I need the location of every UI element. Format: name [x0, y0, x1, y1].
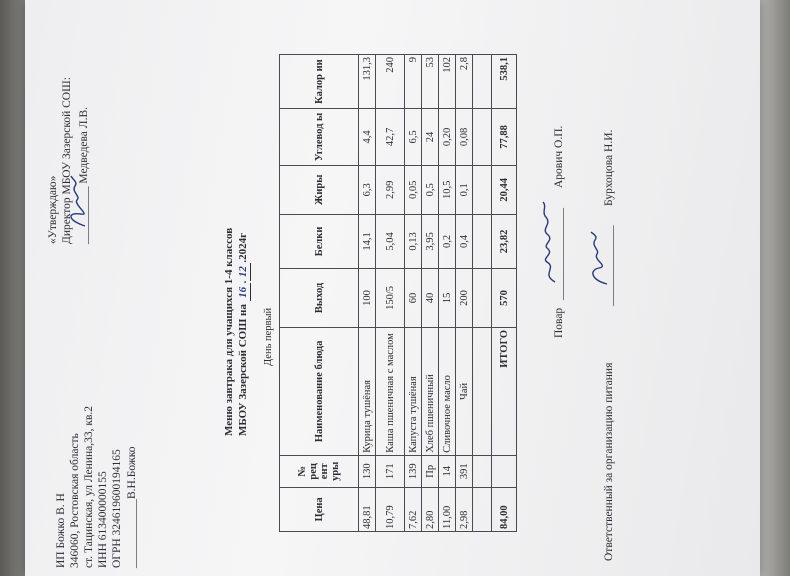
total-recipe: [492, 455, 517, 487]
table-row: [376, 55, 405, 532]
table-header-row: [280, 55, 359, 532]
responsible-signature-icon: [585, 230, 613, 290]
cell-carbs: 4,4: [359, 109, 376, 166]
table-total-row: [492, 55, 517, 532]
approval-position: Директор МБОУ Зазерской СОШ:: [61, 77, 73, 244]
header-calories: Калор ии: [280, 55, 359, 109]
date-year: 2024г: [237, 232, 249, 260]
table-row-empty: [473, 55, 492, 532]
responsible-name: Бурхоцова Н.И.: [603, 129, 615, 206]
cell-dish: Сливочное масло: [439, 327, 456, 455]
cell-fats: 2,99: [376, 165, 405, 214]
header-proteins: Белки: [280, 214, 359, 268]
cell-proteins: 0,13: [405, 214, 422, 268]
supplier-address-street: ст. Тацинская, ул Ленина,33, кв.2: [83, 406, 95, 568]
menu-title: Меню завтрака для учащихся 1-4 классов: [223, 227, 235, 436]
header-portion: Выход: [280, 268, 359, 327]
cell-portion: 150/5: [376, 268, 405, 327]
cell-portion: 200: [456, 268, 473, 327]
table-row: [456, 55, 473, 532]
cell-price: 11,00: [439, 487, 456, 531]
supplier-signature-line: ____________В.Н.Божко: [126, 446, 138, 568]
cell-carbs: 0,08: [456, 109, 473, 166]
table-row: [359, 55, 376, 532]
cell-fats: 0,05: [405, 165, 422, 214]
cell-calories: 9: [405, 55, 422, 109]
cell-recipe: 171: [376, 455, 405, 487]
cell-fats: 10,5: [439, 165, 456, 214]
cell-dish: Хлеб пшеничный: [422, 327, 439, 455]
cell-recipe: 130: [359, 455, 376, 487]
cell-proteins: 0,4: [456, 214, 473, 268]
total-label: ИТОГО: [492, 327, 517, 455]
cell-recipe: 139: [405, 455, 422, 487]
total-calories: 538,1: [492, 55, 517, 109]
cell-dish: Чай: [456, 327, 473, 455]
day-label: День первый: [263, 307, 274, 366]
menu-document: [25, 0, 760, 576]
supplier-name: ИП Божко В. Н: [55, 493, 67, 568]
total-proteins: 23,82: [492, 214, 517, 268]
cook-signature-line: ________________: [553, 208, 565, 300]
table-row: [405, 55, 422, 532]
cell-portion: 40: [422, 268, 439, 327]
header-dish-name: Наименование блюда: [280, 327, 359, 455]
cell-fats: 0,5: [422, 165, 439, 214]
cell-fats: 0,1: [456, 165, 473, 214]
cell-calories: 2,8: [456, 55, 473, 109]
responsible-label: Ответственный за организацию питания: [603, 362, 615, 561]
cell-carbs: 42,7: [376, 109, 405, 166]
cell-price: 2,80: [422, 487, 439, 531]
cell-calories: 240: [376, 55, 405, 109]
approval-heading: «Утверждаю»: [47, 175, 59, 244]
cell-price: 2,98: [456, 487, 473, 531]
school-label: МБОУ Зазерской СОШ на: [237, 301, 249, 436]
cell-calories: 131,3: [359, 55, 376, 109]
total-price: 84,00: [492, 487, 517, 531]
cell-proteins: 3,95: [422, 214, 439, 268]
table-row: [422, 55, 439, 532]
approval-signature-line: __________ Медведева Л.В.: [78, 106, 90, 244]
cell-carbs: 24: [422, 109, 439, 166]
cell-dish: Курица тушёная: [359, 327, 376, 455]
responsible-signature-line: ______________: [603, 225, 615, 306]
cell-portion: 15: [439, 268, 456, 327]
header-price: Цена: [280, 487, 359, 531]
cell-price: 7,62: [405, 487, 422, 531]
table-row: [439, 55, 456, 532]
date-month: 12: [237, 263, 251, 281]
cell-recipe: Пр: [422, 455, 439, 487]
cell-dish: Каша пшеничная с маслом: [376, 327, 405, 455]
cell-carbs: 0,20: [439, 109, 456, 166]
date-day: 16: [237, 283, 251, 301]
header-recipe-number: № рец ент уры: [280, 455, 359, 487]
total-portion: 570: [492, 268, 517, 327]
cook-name: Арович О.П.: [553, 125, 565, 188]
supplier-inn: ИНН 613400000155: [97, 471, 109, 568]
cell-price: 10,79: [376, 487, 405, 531]
cook-signature-icon: [535, 200, 563, 286]
cook-label: Повар: [553, 307, 565, 338]
total-fats: 20,44: [492, 165, 517, 214]
cell-portion: 60: [405, 268, 422, 327]
menu-subtitle-line: МБОУ Зазерской СОШ на 16.12.2024г: [237, 232, 249, 436]
supplier-ogrn: ОГРН 324619600194165: [111, 449, 123, 568]
header-carbs: Углевод ы: [280, 109, 359, 166]
cell-recipe: 391: [456, 455, 473, 487]
cell-recipe: 14: [439, 455, 456, 487]
cell-proteins: 5,04: [376, 214, 405, 268]
cell-calories: 53: [422, 55, 439, 109]
cell-dish: Капуста тушёная: [405, 327, 422, 455]
cell-price: 48,81: [359, 487, 376, 531]
cell-proteins: 14,1: [359, 214, 376, 268]
cell-portion: 100: [359, 268, 376, 327]
director-signature-icon: [63, 174, 93, 230]
cell-proteins: 0,2: [439, 214, 456, 268]
supplier-address-region: 346060, Ростовская область: [69, 433, 81, 568]
cell-carbs: 6,5: [405, 109, 422, 166]
cell-fats: 6,3: [359, 165, 376, 214]
paper-sheet: [25, 0, 760, 576]
total-carbs: 77,88: [492, 109, 517, 166]
header-fats: Жиры: [280, 165, 359, 214]
cell-calories: 102: [439, 55, 456, 109]
menu-table: [279, 54, 517, 532]
